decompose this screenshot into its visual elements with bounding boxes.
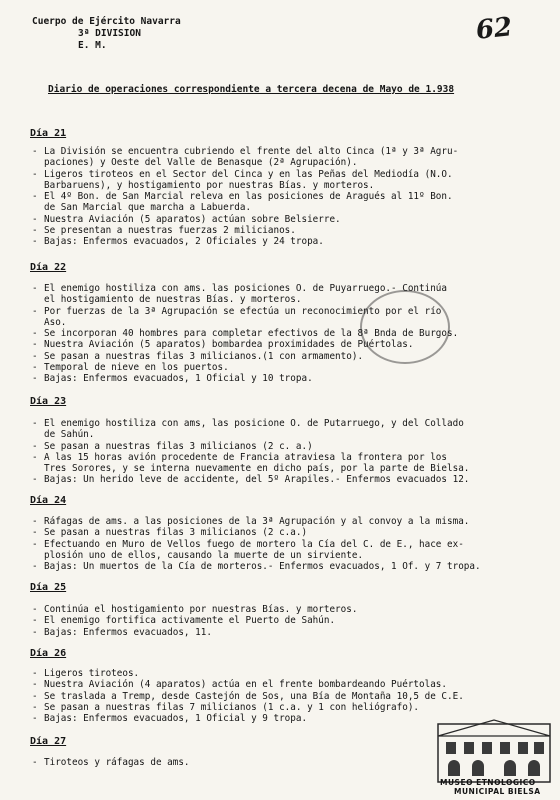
entry: - Se pasan a nuestras filas 3 milicianos.(1 con armamento). xyxy=(32,351,532,362)
entry: - Bajas: Enfermos evacuados, 1 Oficial y 10 tropa. xyxy=(32,373,532,384)
entry: - El 4º Bon. de San Marcial releva en las posiciones de Aragués al 11º Bon. de San Marcial que marcha a Labuerda. xyxy=(32,191,532,214)
entry: - Ligeros tiroteos. xyxy=(32,668,532,679)
letterhead-corps: Cuerpo de Ejército Navarra xyxy=(32,16,181,27)
entry: - Tiroteos y ráfagas de ams. xyxy=(32,757,532,768)
entry: - Nuestra Aviación (4 aparatos) actúa en el frente bombardeando Puértolas. xyxy=(32,679,532,690)
entry: - Se pasan a nuestras filas 3 milicianos (2 c.a.) xyxy=(32,527,532,538)
entry: - El enemigo fortifica activamente el Puerto de Sahún. xyxy=(32,615,532,626)
entry: - Bajas: Enfermos evacuados, 11. xyxy=(32,627,532,638)
entry: - El enemigo hostiliza con ams, las posicione O. de Putarruego, y del Collado de Sahún. xyxy=(32,418,532,441)
day-24-entries xyxy=(32,516,532,572)
museum-stamp-line2: MUNICIPAL BIELSA xyxy=(454,787,541,796)
entry: - Nuestra Aviación (5 aparatos) bombardea proximidades de Puértolas. xyxy=(32,339,532,350)
entry: - Bajas: Un herido leve de accidente, del 5º Arapiles.- Enfermos evacuados 12. xyxy=(32,474,532,485)
museum-stamp-line1: MUSEO ETNOLOGICO xyxy=(440,778,536,787)
entry: - A las 15 horas avión procedente de Francia atraviesa la frontera por los Tres Sorores, y se interna nuevamente en dicho país, por la parte de Bielsa. xyxy=(32,452,532,475)
day-21-entries xyxy=(32,146,532,248)
day-25-entries xyxy=(32,604,532,638)
entry: - El enemigo hostiliza con ams. las posiciones O. de Puyarruego.- Continúa el hostigamiento de nuestras Bías. y morteros. xyxy=(32,283,532,306)
ink-stamp xyxy=(360,290,450,364)
entry: - Ligeros tiroteos en el Sector del Cinca y en las Peñas del Mediodía (N.O. Barbaruens), y hostigamiento por nuestras Bías. y morteros. xyxy=(32,169,532,192)
entry: - Se pasan a nuestras filas 3 milicianos (2 c. a.) xyxy=(32,441,532,452)
entry: - Nuestra Aviación (5 aparatos) actúan sobre Belsierre. xyxy=(32,214,532,225)
day-heading-25: Día 25 xyxy=(30,582,67,593)
museum-stamp-text xyxy=(440,778,541,796)
letterhead-division: 3ª DIVISION xyxy=(78,28,141,39)
entry: - Se incorporan 40 hombres para completar efectivos de la 8ª Bnda de Burgos. xyxy=(32,328,532,339)
entry: - Temporal de nieve en los puertos. xyxy=(32,362,532,373)
entry: - Se presentan a nuestras fuerzas 2 milicianos. xyxy=(32,225,532,236)
day-22-entries xyxy=(32,283,532,385)
letterhead xyxy=(32,16,181,52)
day-heading-21: Día 21 xyxy=(30,128,67,139)
day-26-entries xyxy=(32,668,532,724)
letterhead-staff: E. M. xyxy=(78,40,107,51)
entry: - Bajas: Enfermos evacuados, 2 Oficiales y 24 tropa. xyxy=(32,236,532,247)
entry: - Por fuerzas de la 3ª Agrupación se efectúa un reconocimiento por el río Aso. xyxy=(32,306,532,329)
day-heading-23: Día 23 xyxy=(30,396,67,407)
day-heading-22: Día 22 xyxy=(30,262,67,273)
entry: - Continúa el hostigamiento por nuestras Bías. y morteros. xyxy=(32,604,532,615)
entry: - Efectuando en Muro de Vellos fuego de mortero la Cía del C. de E., hace ex- plosión uno de ellos, causando la muerte de un sirviente. xyxy=(32,539,532,562)
entry: - Bajas: Un muertos de la Cía de morteros.- Enfermos evacuados, 1 Of. y 7 tropa. xyxy=(32,561,532,572)
day-23-entries xyxy=(32,418,532,486)
entry: - Se pasan a nuestras filas 7 milicianos (1 c.a. y 1 con heliógrafo). xyxy=(32,702,532,713)
handwritten-folio-number: 62 xyxy=(474,12,514,46)
day-heading-27: Día 27 xyxy=(30,736,67,747)
entry: - Bajas: Enfermos evacuados, 1 Oficial y 9 tropa. xyxy=(32,713,532,724)
day-heading-24: Día 24 xyxy=(30,495,67,506)
entry: - La División se encuentra cubriendo el frente del alto Cinca (1ª y 3ª Agru- paciones) y Oeste del Valle de Benasque (2ª Agrupación). xyxy=(32,146,532,169)
document-title: Diario de operaciones correspondiente a tercera decena de Mayo de 1.938 xyxy=(48,84,455,95)
entry: - Ráfagas de ams. a las posiciones de la 3ª Agrupación y al convoy a la misma. xyxy=(32,516,532,527)
day-heading-26: Día 26 xyxy=(30,648,67,659)
entry: - Se traslada a Tremp, desde Castejón de Sos, una Bía de Montaña 10,5 de C.E. xyxy=(32,691,532,702)
